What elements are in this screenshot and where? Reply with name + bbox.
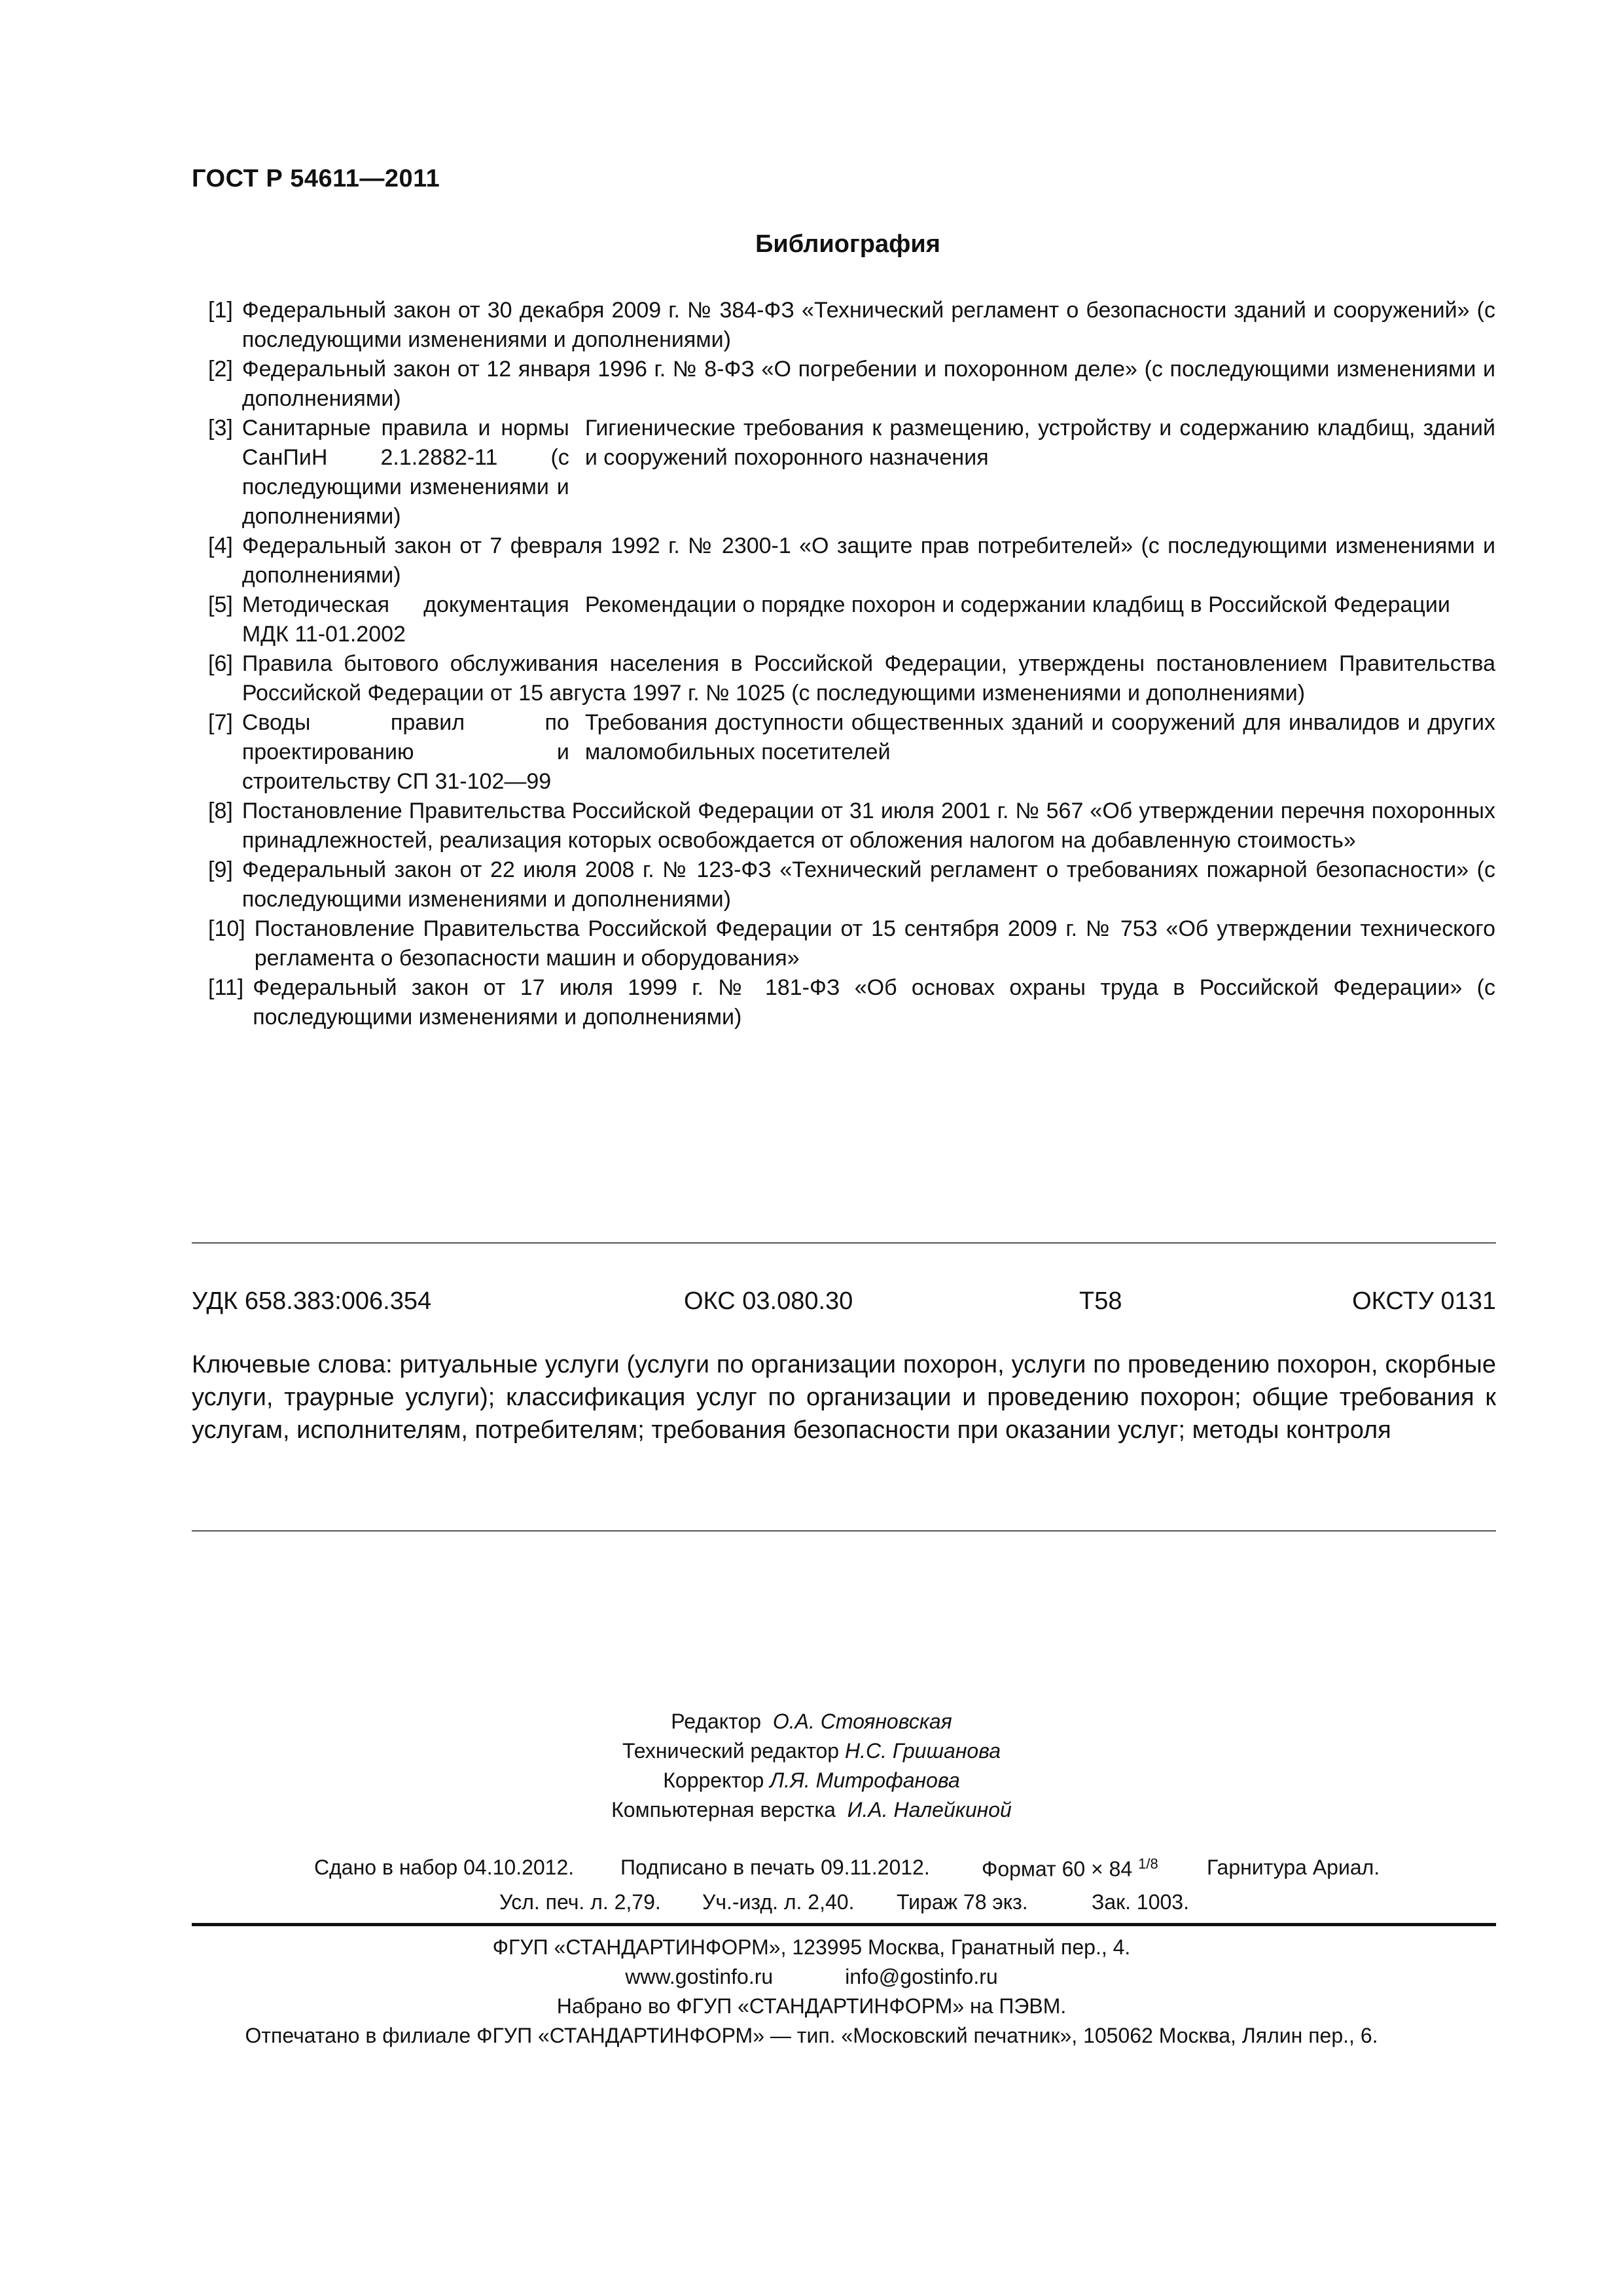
reference-number: [4] xyxy=(208,533,233,558)
credit-corrector xyxy=(0,1766,1623,1795)
keywords: Ключевые слова: ритуальные услуги (услуги по организации похорон, услуги по проведению похорон, скорбные услуги, траурные услуги); классификация услуг по организации и проведению похорон; общие требования к услугам, исполнителям, потребителям; требования безопасности при оказании услуг; методы контроля xyxy=(192,1351,1496,1444)
okstu-code: ОКСТУ 0131 xyxy=(1352,1287,1496,1315)
credits-block xyxy=(0,1707,1623,1825)
reference-text: Федеральный закон от 22 июля 2008 г. № 123-ФЗ «Технический регламент о требованиях пожарной безопасности» (с последующими изменениями и дополнениями) xyxy=(241,857,1495,912)
reference-text: Постановление Правительства Российской Федерации от 15 сентября 2009 г. № 753 «Об утверждении технического регламента о безопасности машин и оборудования» xyxy=(254,916,1495,971)
credit-name: Л.Я. Митрофанова xyxy=(770,1768,960,1792)
reference-item xyxy=(208,649,1495,708)
reference-number: [9] xyxy=(208,857,233,882)
reference-number: [3] xyxy=(208,416,233,440)
reference-item xyxy=(208,296,1495,355)
signed-date: Подписано в печать 09.11.2012. xyxy=(620,1856,930,1879)
reference-item xyxy=(208,590,1495,649)
credit-role: Компьютерная верстка xyxy=(611,1798,836,1821)
reference-number: [7] xyxy=(208,710,233,735)
divider-bottom xyxy=(192,1530,1496,1532)
reference-item xyxy=(208,414,1495,531)
reference-number: [11] xyxy=(208,975,244,1000)
typeset-note: Набрано во ФГУП «СТАНДАРТИНФОРМ» на ПЭВМ. xyxy=(556,1994,1067,2018)
typeface: Гарнитура Ариал. xyxy=(1207,1856,1380,1879)
email-link[interactable]: info@gostinfo.ru xyxy=(845,1965,998,1988)
reference-title: Гигиенические требования к размещению, устройству и содержанию кладбищ, зданий и сооружений похоронного назначения xyxy=(584,416,1495,470)
divider-top xyxy=(192,1242,1496,1244)
credit-name: О.А. Стояновская xyxy=(772,1710,952,1733)
reference-number: [1] xyxy=(208,298,233,323)
credit-role: Технический редактор xyxy=(622,1739,840,1763)
edit-sheets: Уч.-изд. л. 2,40. xyxy=(702,1890,855,1914)
reference-number: [10] xyxy=(208,916,245,941)
reference-source: Методическая документация МДК 11-01.2002 xyxy=(241,592,569,647)
reference-item xyxy=(208,531,1495,590)
bibliography-title: Библиография xyxy=(755,230,940,258)
reference-item xyxy=(208,355,1495,414)
reference-item xyxy=(208,855,1495,914)
website-link[interactable]: www.gostinfo.ru xyxy=(625,1965,774,1988)
publisher-address: ФГУП «СТАНДАРТИНФОРМ», 123995 Москва, Гранатный пер., 4. xyxy=(492,1935,1131,1959)
print-run: Тираж 78 экз. xyxy=(897,1890,1028,1914)
credit-role: Корректор xyxy=(663,1768,764,1792)
reference-source: Санитарные правила и нормы СанПиН 2.1.2882-11 (с последующими изменениями и дополнениями) xyxy=(241,416,569,529)
document-code: ГОСТ Р 54611—2011 xyxy=(192,165,440,192)
print-format: Формат 60 × 84 $^{1/8}$ xyxy=(982,1856,1158,1881)
reference-text: Федеральный закон от 7 февраля 1992 г. № 2300-1 «О защите прав потребителей» (с последующими изменениями и дополнениями) xyxy=(241,533,1495,588)
divider-thick xyxy=(192,1923,1496,1926)
credit-tech-editor xyxy=(0,1736,1623,1766)
reference-text: Правила бытового обслуживания населения в Российской Федерации, утверждены постановлением Правительства Российской Федерации от 15 августа 1997 г. № 1025 (с последующими изменениями и дополнениями) xyxy=(241,651,1495,706)
udk-code: УДК 658.383:006.354 xyxy=(192,1287,432,1315)
reference-title: Рекомендации о порядке похорон и содержании кладбищ в Российской Федерации xyxy=(584,592,1450,617)
oks-code: ОКС 03.080.30 xyxy=(684,1287,853,1315)
reference-number: [2] xyxy=(208,357,233,382)
bibliography-list xyxy=(208,296,1495,1032)
order-number: Зак. 1003. xyxy=(1092,1890,1189,1914)
credit-editor xyxy=(0,1707,1623,1736)
reference-item xyxy=(208,914,1495,973)
reference-item xyxy=(208,973,1495,1032)
reference-number: [6] xyxy=(208,651,233,676)
reference-text: Федеральный закон от 12 января 1996 г. № 8-ФЗ «О погребении и похоронном деле» (с последующими изменениями и дополнениями) xyxy=(241,357,1495,411)
t-code: Т58 xyxy=(1079,1287,1122,1315)
publisher-contacts xyxy=(0,1962,1623,1992)
reference-number: [8] xyxy=(208,798,233,823)
printing-note: Отпечатано в филиале ФГУП «СТАНДАРТИНФОРМ» — тип. «Московский печатник», 105062 Москва, Лялин пер., 6. xyxy=(245,2024,1378,2047)
submitted-date: Сдано в набор 04.10.2012. xyxy=(314,1856,575,1879)
reference-number: [5] xyxy=(208,592,233,617)
reference-source: Своды правил по проектированию и строительству СП 31-102—99 xyxy=(241,710,569,794)
reference-text: Федеральный закон от 17 июля 1999 г. № 181-ФЗ «Об основах охраны труда в Российской Федерации» (с последующими изменениями и дополнениями) xyxy=(253,975,1495,1030)
reference-item xyxy=(208,708,1495,797)
reference-text: Постановление Правительства Российской Федерации от 31 июля 2001 г. № 567 «Об утверждении перечня похоронных принадлежностей, реализация которых освобождается от обложения налогом на добавленную стоимость» xyxy=(241,798,1495,853)
credit-name: Н.С. Гришанова xyxy=(844,1739,1001,1763)
reference-item xyxy=(208,797,1495,855)
reference-text: Федеральный закон от 30 декабря 2009 г. № 384-ФЗ «Технический регламент о безопасности зданий и сооружений» (с последующими изменениями и дополнениями) xyxy=(241,298,1495,352)
credit-role: Редактор xyxy=(671,1710,762,1733)
reference-title: Требования доступности общественных зданий и сооружений для инвалидов и других маломобильных посетителей xyxy=(584,710,1495,764)
publisher-block xyxy=(0,1933,1623,2051)
print-sheets: Усл. печ. л. 2,79. xyxy=(499,1890,661,1914)
credit-name: И.А. Налейкиной xyxy=(847,1798,1012,1821)
credit-layout xyxy=(0,1795,1623,1825)
